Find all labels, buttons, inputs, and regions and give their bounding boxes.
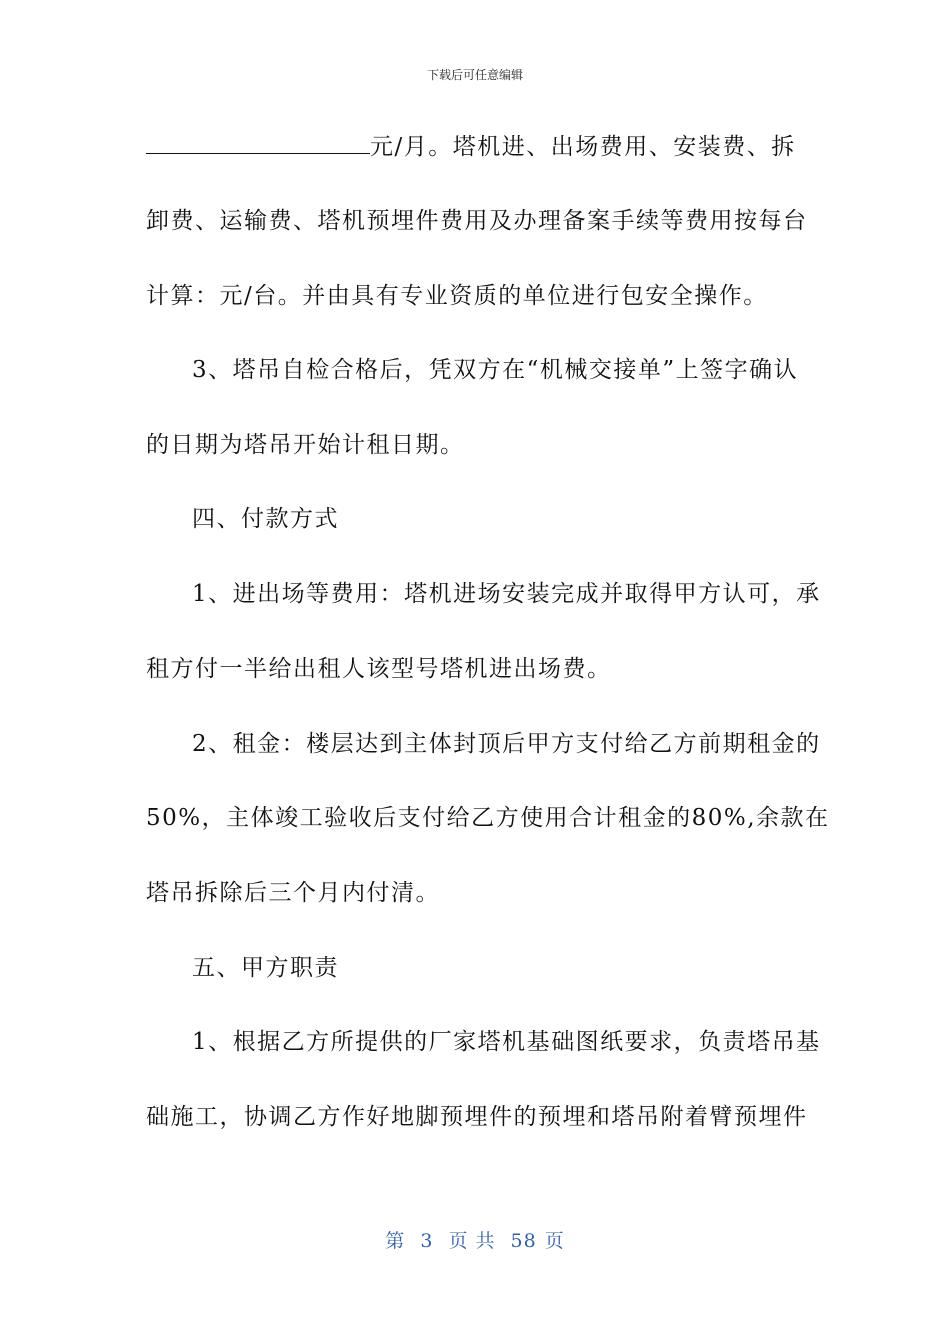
page-header: 下载后可任意编辑 — [426, 68, 523, 82]
body-line-1 — [146, 131, 796, 162]
body-line-10: 50%，主体竣工验收后支付给乙方使用合计租金的80%,余款在 — [146, 805, 830, 831]
footer-middle: 页 共 — [448, 1230, 496, 1252]
section-heading-party-a-duties: 五、甲方职责 — [192, 955, 339, 981]
fill-in-blank — [146, 131, 370, 154]
page-footer — [0, 1226, 950, 1253]
body-line-5: 的日期为塔吊开始计租日期。 — [146, 432, 465, 458]
body-line-11: 塔吊拆除后三个月内付清。 — [146, 880, 440, 906]
footer-page-number: 3 — [420, 1230, 434, 1252]
body-line-13: 1、根据乙方所提供的厂家塔机基础图纸要求，负责塔吊基 — [192, 1029, 821, 1055]
body-line-3: 计算：元/台。并由具有专业资质的单位进行包安全操作。 — [146, 283, 768, 309]
section-heading-payment: 四、付款方式 — [192, 506, 339, 532]
body-line-2: 卸费、运输费、塔机预埋件费用及办理备案手续等费用按每台 — [146, 208, 808, 234]
body-line-14: 础施工，协调乙方作好地脚预埋件的预埋和塔吊附着臂预埋件 — [146, 1104, 808, 1130]
body-line-7: 1、进出场等费用：塔机进场安装完成并取得甲方认可，承 — [192, 581, 821, 607]
body-line-8: 租方付一半给出租人该型号塔机进出场费。 — [146, 656, 612, 682]
footer-total-pages: 58 — [510, 1230, 537, 1252]
line-text: 元/月。塔机进、出场费用、安装费、拆 — [370, 134, 796, 160]
body-line-4: 3、塔吊自检合格后，凭双方在“机械交接单”上签字确认 — [192, 357, 799, 383]
body-line-9: 2、租金：楼层达到主体封顶后甲方支付给乙方前期租金的 — [192, 731, 821, 757]
footer-suffix: 页 — [544, 1230, 565, 1252]
footer-prefix: 第 — [385, 1230, 406, 1252]
